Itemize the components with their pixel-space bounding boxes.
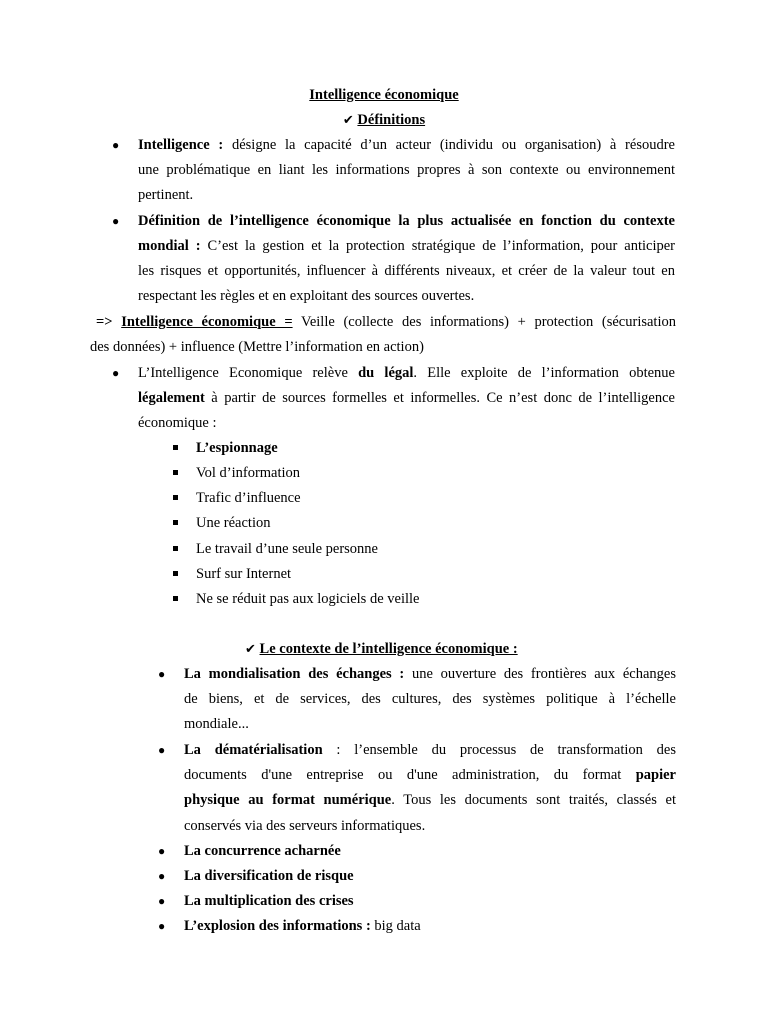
dematerialisation-line1	[184, 741, 676, 759]
definitions-heading-label: Définitions	[357, 112, 426, 128]
text: à partir de sources formelles et informelles. Ce n’est donc de l’intelligence	[204, 390, 675, 406]
sub-item: Le travail d’une seule personne	[196, 541, 378, 557]
bullet-icon: ●	[112, 366, 120, 380]
term-mondialisation: La mondialisation des échanges :	[184, 666, 405, 682]
text: . Elle exploite de l’information obtenue	[413, 365, 675, 381]
text: L’Intelligence Economique relève	[138, 365, 359, 381]
definition-intelligence-line2: une problématique en liant les informations propres à son contexte ou environnement	[138, 162, 675, 178]
equation-line2: des données) + influence (Mettre l’information en action)	[90, 339, 424, 355]
text: . Tous les documents sont traités, classés et	[391, 792, 676, 808]
sub-item: Ne se réduit pas aux logiciels de veille	[196, 591, 420, 607]
square-bullet-icon	[173, 445, 178, 450]
context-diversification: La diversification de risque	[184, 868, 354, 884]
text: : l’ensemble du processus de transformation des	[322, 742, 676, 758]
legal-line1	[138, 364, 675, 382]
context-explosion	[184, 917, 421, 935]
definition-intelligence	[138, 136, 675, 154]
square-bullet-icon	[173, 571, 178, 576]
term-ie: Intelligence économique =	[121, 314, 293, 330]
bullet-icon: ●	[112, 214, 120, 228]
sub-item: Une réaction	[196, 515, 271, 531]
sub-item: L’espionnage	[196, 440, 278, 456]
legal-line2	[138, 389, 675, 407]
definition-ie-line1: Définition de l’intelligence économique la plus actualisée en fonction du contexte	[138, 213, 675, 229]
term-intelligence: Intelligence :	[138, 137, 224, 153]
text: Veille (collecte des informations) + protection (sécurisation	[292, 314, 676, 330]
bullet-icon: ●	[158, 894, 166, 908]
checkmark-icon: ✔	[342, 113, 354, 128]
dematerialisation-line2	[184, 766, 676, 784]
square-bullet-icon	[173, 470, 178, 475]
square-bullet-icon	[173, 520, 178, 525]
text: désigne la capacité d’un acteur (individu ou organisation) à résoudre	[223, 137, 675, 153]
bullet-icon: ●	[158, 743, 166, 757]
term-legal: du légal	[358, 365, 414, 381]
text: C’est la gestion et la protection stratégique de l’information, pour anticiper	[200, 238, 675, 254]
definition-ie-line4: respectant les règles et en exploitant des sources ouvertes.	[138, 288, 475, 304]
sub-item: Surf sur Internet	[196, 566, 292, 582]
text: une ouverture des frontières aux échanges	[404, 666, 676, 682]
term-papier: papier	[635, 767, 676, 783]
sub-item: Vol d’information	[196, 465, 301, 481]
square-bullet-icon	[173, 546, 178, 551]
term-dematerialisation: La dématérialisation	[184, 742, 323, 758]
mondialisation-line3: mondiale...	[184, 716, 249, 732]
sub-item: Trafic d’influence	[196, 490, 301, 506]
bullet-icon: ●	[158, 869, 166, 883]
checkmark-icon: ✔	[245, 642, 256, 657]
page-title: Intelligence économique	[309, 87, 459, 103]
arrow: =>	[96, 314, 113, 330]
definition-ie-line2	[138, 237, 675, 255]
term-explosion: L’explosion des informations :	[184, 918, 371, 934]
legal-line3: économique :	[138, 415, 217, 431]
definitions-heading	[0, 111, 768, 130]
dematerialisation-line3	[184, 791, 676, 809]
bullet-icon: ●	[158, 919, 166, 933]
text: documents d'une entreprise ou d'une administration, du format	[184, 767, 636, 783]
term-mondial: mondial :	[138, 238, 201, 254]
square-bullet-icon	[173, 596, 178, 601]
context-multiplication: La multiplication des crises	[184, 893, 354, 909]
term-legalement: légalement	[138, 390, 205, 406]
bullet-icon: ●	[158, 844, 166, 858]
mondialisation-line1	[184, 665, 676, 683]
text: big data	[370, 918, 421, 934]
square-bullet-icon	[173, 495, 178, 500]
term-format-numerique: physique au format numérique	[184, 792, 392, 808]
equation-line1	[96, 313, 676, 331]
bullet-icon: ●	[112, 138, 120, 152]
definition-ie-line3: les risques et opportunités, influencer à différents niveaux, et créer de la valeur tout en	[138, 263, 675, 279]
mondialisation-line2: de biens, et de services, des cultures, des systèmes politique à l’échelle	[184, 691, 676, 707]
dematerialisation-line4: conservés via des serveurs informatiques.	[184, 818, 426, 834]
definition-intelligence-line3: pertinent.	[138, 187, 194, 203]
context-heading-label: Le contexte de l’intelligence économique :	[259, 641, 518, 657]
context-heading	[245, 640, 518, 659]
bullet-icon: ●	[158, 667, 166, 681]
context-concurrence: La concurrence acharnée	[184, 843, 341, 859]
